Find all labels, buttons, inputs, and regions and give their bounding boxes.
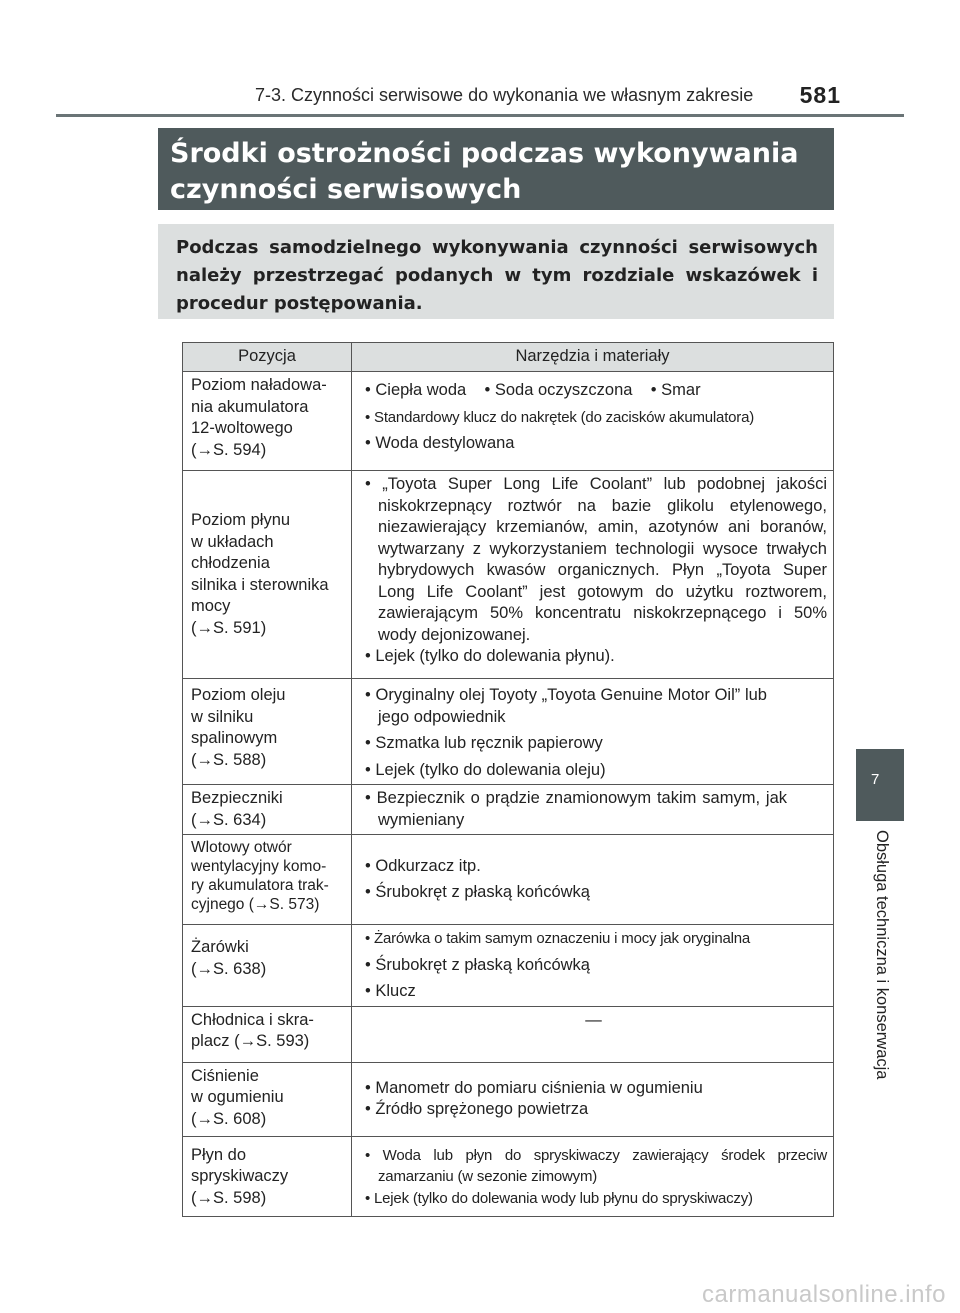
position-cell	[183, 372, 352, 471]
position-cell	[183, 1006, 352, 1062]
material-item: • Śrubokręt z płaską końcówką	[365, 883, 590, 901]
materials-cell	[352, 1136, 834, 1216]
position-cell	[183, 1136, 352, 1216]
empty-dash: —	[585, 1010, 602, 1029]
material-item: • Odkurzacz itp.	[365, 856, 481, 875]
section-title-line-2: czynności serwisowych	[170, 174, 522, 205]
position-line: placz (→S. 593)	[191, 1032, 310, 1050]
material-item: • Lejek (tylko do dolewania płynu).	[365, 647, 615, 665]
material-item: • Standardowy klucz do nakrętek (do zacisków akumulatora)	[365, 408, 755, 426]
position-line: (→S. 638)	[191, 959, 267, 978]
position-line: (→S. 598)	[191, 1188, 267, 1207]
position-line: wentylacyjny komo-	[191, 858, 327, 875]
position-line: Bezpieczniki	[191, 789, 283, 807]
position-cell	[183, 679, 352, 785]
header-divider	[56, 114, 904, 117]
position-line: 12-woltowego	[191, 419, 293, 437]
material-item: • Lejek (tylko do dolewania oleju)	[365, 760, 606, 779]
position-line: ry akumulatora trak-	[191, 877, 329, 894]
material-item: • Manometr do pomiaru ciśnienia w ogumieniu	[365, 1078, 703, 1097]
materials-cell	[352, 785, 834, 835]
position-line: w układach	[191, 532, 274, 551]
position-line: w silniku	[191, 707, 254, 726]
position-line: Poziom płynu	[191, 511, 291, 529]
position-line: (→S. 588)	[191, 750, 267, 769]
position-cell	[183, 471, 352, 679]
position-line: Chłodnica i skra-	[191, 1010, 314, 1029]
table-row	[183, 925, 834, 1007]
position-line: silnika i sterownika	[191, 575, 329, 594]
position-line: w ogumieniu	[191, 1088, 284, 1106]
position-line: spalinowym	[191, 729, 278, 747]
table-row	[183, 835, 834, 925]
position-line: Żarówki	[191, 938, 249, 956]
material-item: • Klucz	[365, 982, 416, 1000]
table-header-row	[183, 343, 834, 372]
material-item: • Woda lub płyn do spryskiwaczy zawierający środek przeciw zamarzaniu (w sezonie zimowym)	[365, 1146, 827, 1185]
position-line: chłodzenia	[191, 554, 270, 572]
page-number: 581	[799, 81, 841, 108]
position-line: (→S. 608)	[191, 1109, 267, 1128]
position-line: (→S. 591)	[191, 618, 267, 637]
materials-cell	[352, 1006, 834, 1062]
chapter-tab	[856, 749, 904, 821]
position-cell	[183, 785, 352, 835]
position-line: (→S. 634)	[191, 810, 267, 829]
chapter-number: 7	[871, 771, 880, 788]
position-line: nia akumulatora	[191, 397, 309, 416]
position-cell	[183, 925, 352, 1007]
materials-cell	[352, 835, 834, 925]
table-row	[183, 1062, 834, 1136]
watermark: carmanualsonline.info	[702, 1281, 946, 1308]
material-item: • Lejek (tylko do dolewania wody lub płynu do spryskiwaczy)	[365, 1189, 753, 1207]
table-row	[183, 471, 834, 679]
materials-cell	[352, 372, 834, 471]
column-header-materials: Narzędzia i materiały	[352, 343, 834, 372]
page-header	[255, 78, 841, 112]
material-item: • Ciepła woda • Soda oczyszczona • Smar	[365, 381, 701, 399]
table-row	[183, 372, 834, 471]
material-item: • Żarówka o takim samym oznaczeniu i mocy jak oryginalna	[365, 930, 751, 947]
material-item: • „Toyota Super Long Life Coolant” lub podobnej jakości niskokrzepnący roztwór na bazie glikolu etylenowego, niezawierający krzemianów, amin, azotynów ani boranów, wytwarzany z wykorzystaniem technologii wysoce trwałych hybrydowych kwasów organicznych. Płyn „Toyota Super Long Life Coolant” jest gotowym do użytku roztworem, zawierającym 50% koncentratu niskokrzepnącego i 50% wody dejonizowanej.	[365, 475, 827, 644]
position-line: (→S. 594)	[191, 440, 267, 459]
materials-cell	[352, 925, 834, 1007]
table-row	[183, 1136, 834, 1216]
material-item: • Woda destylowana	[365, 434, 515, 452]
position-line: Wlotowy otwór	[191, 839, 292, 856]
intro-box	[158, 224, 834, 319]
table-row	[183, 1006, 834, 1062]
position-cell	[183, 835, 352, 925]
material-item: • Bezpiecznik o prądzie znamionowym takim samym, jak wymieniany	[365, 789, 787, 829]
position-line: Poziom naładowa-	[191, 376, 327, 394]
section-title-line-1: Środki ostrożności podczas wykonywania	[170, 138, 799, 169]
position-line: mocy	[191, 597, 231, 615]
section-title	[158, 128, 834, 210]
position-cell	[183, 1062, 352, 1136]
table-row	[183, 679, 834, 785]
table-row	[183, 785, 834, 835]
column-header-position: Pozycja	[183, 343, 352, 372]
chapter-header-title: 7-3. Czynności serwisowe do wykonania we własnym zakresie	[255, 84, 754, 105]
materials-cell	[352, 679, 834, 785]
materials-cell	[352, 1062, 834, 1136]
position-line: spryskiwaczy	[191, 1167, 289, 1185]
material-item: • Źródło sprężonego powietrza	[365, 1100, 589, 1118]
material-item: • Szmatka lub ręcznik papierowy	[365, 734, 603, 752]
position-line: cyjnego (→S. 573)	[191, 896, 320, 913]
tools-table	[182, 342, 834, 1217]
intro-text: Podczas samodzielnego wykonywania czynności serwisowych należy przestrzegać podanych w tym rozdziale wskazówek i procedur postępowania.	[176, 237, 818, 314]
position-line: Ciśnienie	[191, 1066, 259, 1085]
material-item: • Śrubokręt z płaską końcówką	[365, 955, 590, 974]
position-line: Poziom oleju	[191, 686, 286, 704]
material-item: • Oryginalny olej Toyoty „Toyota Genuine Motor Oil” lub jego odpowiednik	[365, 686, 767, 726]
position-line: Płyn do	[191, 1145, 247, 1164]
materials-cell	[352, 471, 834, 679]
chapter-side-label: Obsługa techniczna i konserwacja	[873, 830, 891, 1080]
